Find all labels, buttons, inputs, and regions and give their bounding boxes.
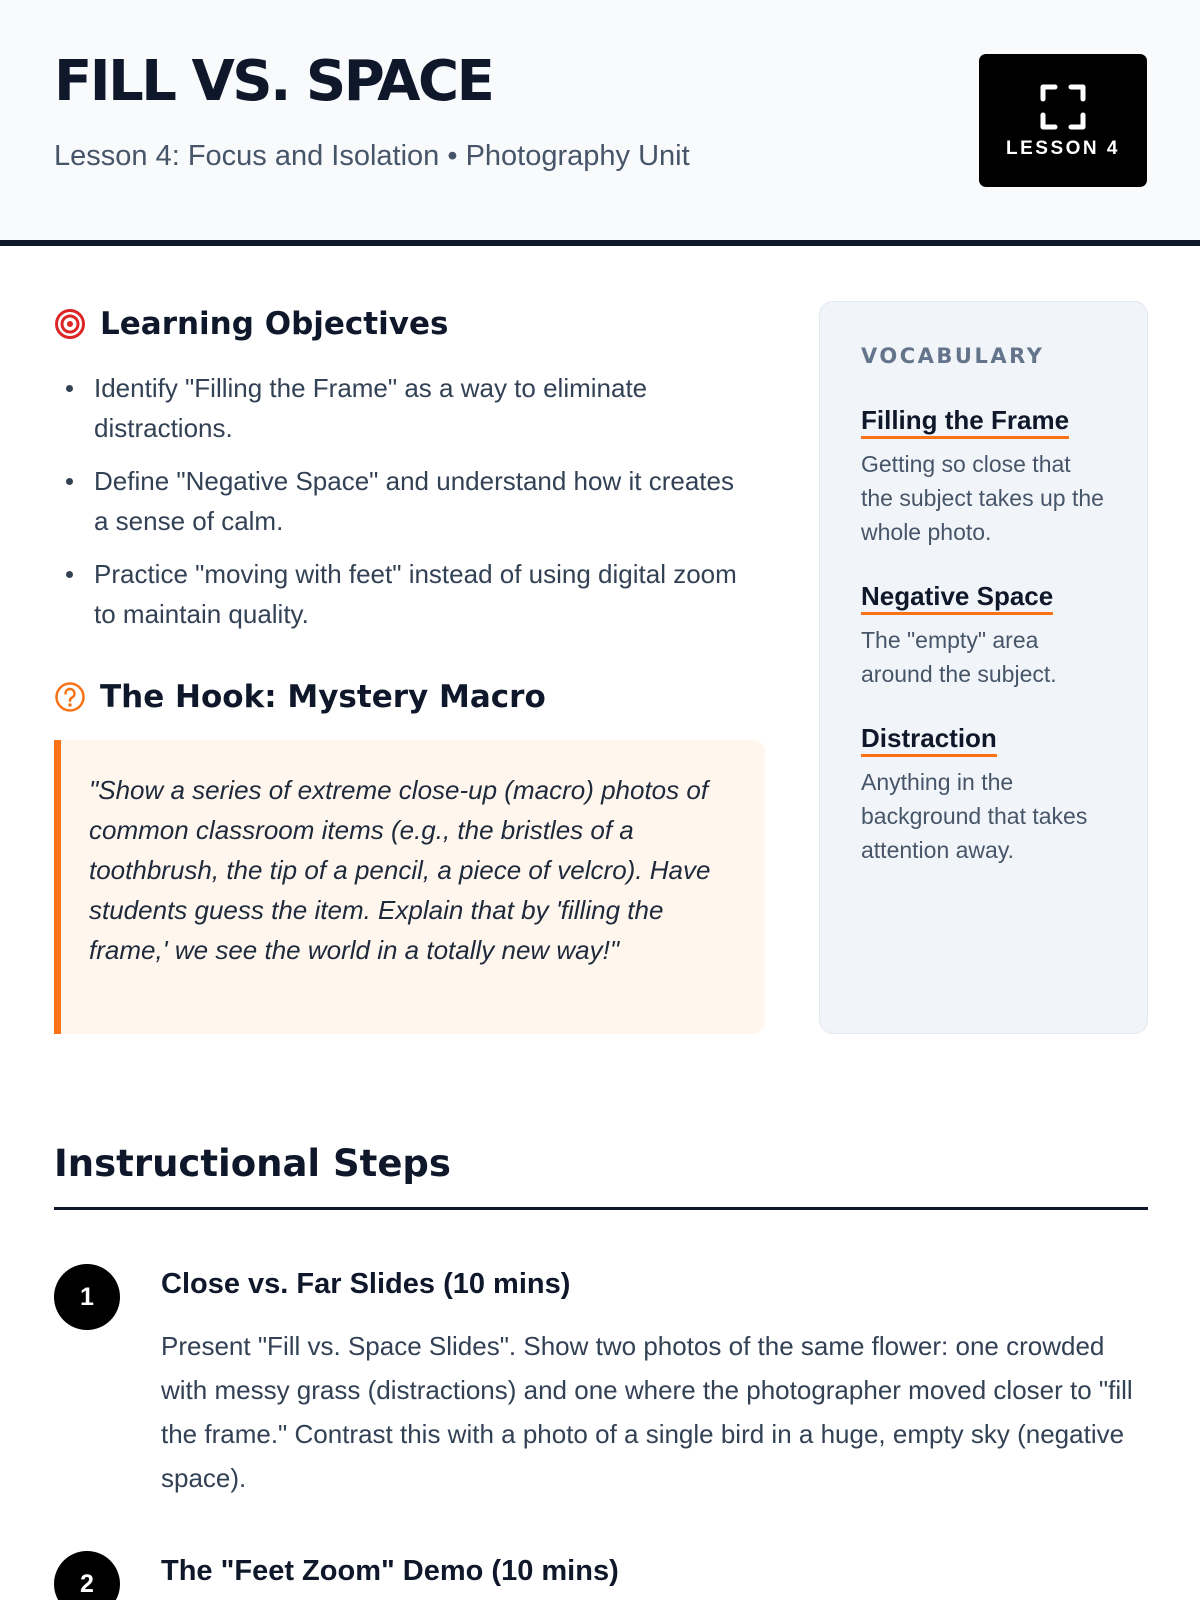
step-title: The "Feet Zoom" Demo (10 mins): [161, 1555, 619, 1587]
vocab-entry: [861, 404, 1107, 549]
hook-heading-text: The Hook: Mystery Macro: [100, 679, 546, 715]
step-description: Present "Fill vs. Space Slides". Show two photos of the same flower: one crowded with messy grass (distractions) and one where the photographer moved closer to "fill the frame." Contrast this with a photo of a single bird in a huge, empty sky (negative space).: [161, 1331, 1133, 1493]
hook-heading: [54, 679, 546, 715]
list-item: Identify "Filling the Frame" as a way to eliminate distractions.: [54, 368, 744, 448]
objectives-heading: [54, 306, 448, 342]
step-number-badge: 2: [54, 1551, 120, 1600]
vocabulary-heading: VOCABULARY: [861, 344, 1045, 368]
vocabulary-panel: [819, 301, 1148, 1034]
lesson-badge: [979, 54, 1147, 187]
step-number-badge: 1: [54, 1264, 120, 1330]
vocab-definition: Anything in the background that takes attention away.: [861, 769, 1088, 863]
lesson-header: [0, 0, 1200, 246]
target-icon: [54, 308, 86, 340]
vocab-definition: Getting so close that the subject takes up the whole photo.: [861, 451, 1104, 545]
question-circle-icon: [54, 681, 86, 713]
vocab-definition: The "empty" area around the subject.: [861, 627, 1057, 687]
vocab-entry: [861, 722, 1107, 867]
list-item: Define "Negative Space" and understand how it creates a sense of calm.: [54, 461, 744, 541]
lesson-badge-label: LESSON 4: [1006, 138, 1120, 159]
steps-heading: Instructional Steps: [54, 1142, 451, 1185]
page-subtitle: Lesson 4: Focus and Isolation • Photography Unit: [54, 140, 690, 172]
step-title: Close vs. Far Slides (10 mins): [161, 1268, 571, 1300]
focus-frame-icon: [1040, 84, 1086, 130]
vocab-term: Filling the Frame: [861, 404, 1069, 439]
list-item: Practice "moving with feet" instead of using digital zoom to maintain quality.: [54, 554, 744, 634]
vocab-term: Negative Space: [861, 580, 1053, 615]
objectives-heading-text: Learning Objectives: [100, 306, 449, 342]
hook-quote: "Show a series of extreme close-up (macro) photos of common classroom items (e.g., the bristles of a toothbrush, the tip of a pencil, a piece of velcro). Have students guess the item. Explain that by 'filling the frame,' we see the world in a totally new way!": [54, 740, 765, 1034]
vocab-term: Distraction: [861, 722, 997, 757]
steps-divider: [54, 1207, 1148, 1210]
objectives-list: [54, 368, 744, 647]
vocab-entry: [861, 580, 1107, 691]
page-title: FILL VS. SPACE: [54, 49, 493, 114]
